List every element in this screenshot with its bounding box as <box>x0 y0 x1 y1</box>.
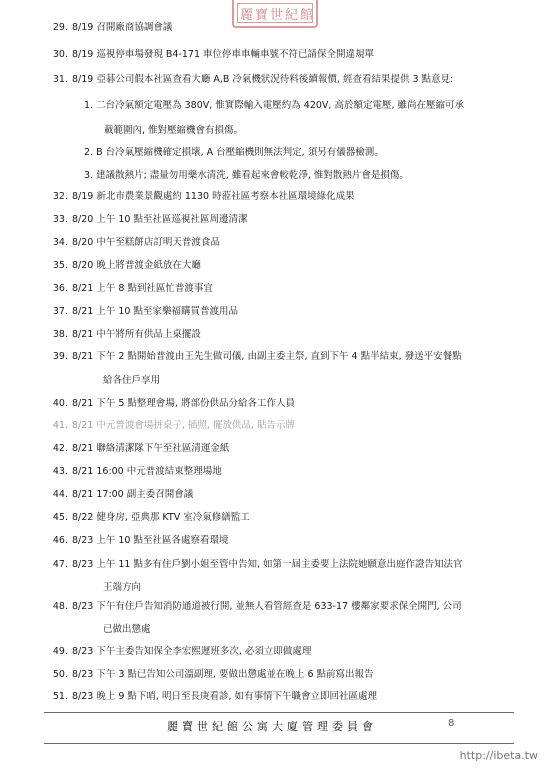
item-continued: 王端方向 <box>103 582 142 593</box>
item-text: 8/21 中元普渡會場拼桌子, 插照, 擺放供品, 貼告示牌 <box>72 420 295 431</box>
page-number: 8 <box>448 718 455 729</box>
item-text: 8/21 上午 8 點到社區忙普渡事宜 <box>72 283 213 294</box>
seal-text: 麗寶世紀館 <box>240 8 316 23</box>
item-number: 44. <box>52 489 68 500</box>
item-number: 31. <box>52 74 68 85</box>
item-number: 32. <box>52 191 68 202</box>
list-item <box>40 466 530 478</box>
item-text: 8/21 下午 2 點開始普渡由王先生做司儀, 由副主委主祭, 直到下午 4 點半結束, 發送平安餐點 <box>72 351 462 362</box>
item-continued: 已做出懲處 <box>103 624 151 635</box>
sub-item: 3. 建議散熱片; 盡量勿用藥水清洗, 雖看起來會較乾淨, 惟對散熱片會是損傷。 <box>84 170 409 181</box>
item-text: 8/21 聯絡清潔隊下午至社區清運金紙 <box>72 443 230 454</box>
item-number: 48. <box>52 601 68 612</box>
item-number: 41. <box>52 420 68 431</box>
list-item <box>40 398 530 410</box>
item-text: 8/19 巡視停車場發現 B4-171 車位停車車輛車號不符已請保全開違規單 <box>72 49 375 60</box>
list-item <box>40 646 530 658</box>
item-number: 50. <box>52 669 68 680</box>
item-text: 8/22 健身房, 亞典那 KTV 室冷氣修繕監工 <box>72 512 250 523</box>
item-text: 8/23 下午主委告知保全李宏熙遲班多次, 必須立即做處理 <box>72 646 312 657</box>
item-text: 8/23 晚上 9 點下哨, 明日至長庚看診, 如有事情下午職會立即回社區處理 <box>72 691 378 702</box>
item-number: 35. <box>52 260 68 271</box>
item-text: 8/21 上午 10 點至家樂福購買普渡用品 <box>72 306 238 317</box>
item-text: 8/21 下午 5 點整理會場, 將部份供品分給各工作人員 <box>72 398 295 409</box>
item-number: 45. <box>52 512 68 523</box>
item-text: 8/21 16:00 中元普渡結束整理場地 <box>72 466 222 477</box>
footer-divider-bottom <box>44 743 514 744</box>
item-text: 8/23 下午有住戶告知消防通道被行開, 並無人看管經查是 633-17 樓鄰家要求保全開門, 公司 <box>72 601 462 612</box>
list-item <box>40 669 530 681</box>
item-number: 34. <box>52 237 68 248</box>
list-item <box>40 559 530 571</box>
item-text: 8/23 上午 10 點至社區各處察看環境 <box>72 535 229 546</box>
item-number: 49. <box>52 646 68 657</box>
list-item <box>40 691 530 703</box>
item-text: 8/19 新北市農業景觀處約 1130 時蒞社區考察本社區環境綠化成果 <box>72 191 355 202</box>
item-text: 8/20 晚上將普渡金紙放在大廳 <box>72 260 201 271</box>
list-item <box>40 49 530 61</box>
item-text: 8/20 中午至糕餅店訂明天普渡食品 <box>72 237 220 248</box>
list-item <box>40 237 530 249</box>
sub-item: 1. 二台冷氣額定電壓為 380V, 惟實際輸入電壓約為 420V, 高於額定電壓, 雖尚在壓縮可承 <box>84 100 465 111</box>
list-item <box>40 329 530 341</box>
item-text: 8/23 上午 11 點多有住戶劉小姐至管中告知, 如第一屆主委要上法院她願意出庭作證告知法官 <box>72 559 463 570</box>
item-number: 47. <box>52 559 68 570</box>
sub-item: 2. B 台冷氣壓縮機確定損壞, A 台壓縮機則無法判定, 須另有儀器檢測。 <box>84 147 384 158</box>
list-item <box>40 601 530 613</box>
item-number: 43. <box>52 466 68 477</box>
list-item <box>40 443 530 455</box>
item-text: 8/19 亞碁公司假本社區查看大廳 A,B 冷氣機狀況待料後續報價, 經查看結果提供 3 點意見: <box>72 74 454 85</box>
item-number: 30. <box>52 49 68 60</box>
item-number: 36. <box>52 283 68 294</box>
item-number: 46. <box>52 535 68 546</box>
list-item <box>40 22 530 34</box>
footer-title: 麗寶世紀館公寓大廈管理委員會 <box>167 720 377 733</box>
item-continued: 給各住戶享用 <box>103 375 161 386</box>
item-number: 39. <box>52 351 68 362</box>
item-text: 8/21 中午將所有供品上桌擺設 <box>72 329 201 340</box>
item-text: 8/20 上午 10 點至社區巡視社區周邊清潔 <box>72 214 248 225</box>
item-number: 40. <box>52 398 68 409</box>
list-item <box>40 260 530 272</box>
list-item <box>40 512 530 524</box>
list-item <box>40 420 530 432</box>
item-number: 29. <box>52 22 68 33</box>
item-number: 33. <box>52 214 68 225</box>
watermark: http://ibeta.tw <box>459 749 538 762</box>
item-text: 8/23 下午 3 點已告知公司溫副理, 要做出懲處並在晚上 6 點前寫出報告 <box>72 669 374 680</box>
footer-divider-top <box>44 712 514 713</box>
item-number: 37. <box>52 306 68 317</box>
item-number: 38. <box>52 329 68 340</box>
list-item <box>40 214 530 226</box>
item-number: 42. <box>52 443 68 454</box>
item-number: 51. <box>52 691 68 702</box>
list-item <box>40 489 530 501</box>
item-text: 8/21 17:00 副主委召開會議 <box>72 489 194 500</box>
list-item <box>40 191 530 203</box>
sub-item-continued: 載範圍內, 惟對壓縮機會有損傷。 <box>104 125 244 136</box>
list-item <box>40 306 530 318</box>
list-item <box>40 351 530 363</box>
list-item <box>40 535 530 547</box>
item-text: 8/19 召開廠商協調會議 <box>72 22 173 33</box>
list-item <box>40 283 530 295</box>
list-item <box>40 74 530 86</box>
